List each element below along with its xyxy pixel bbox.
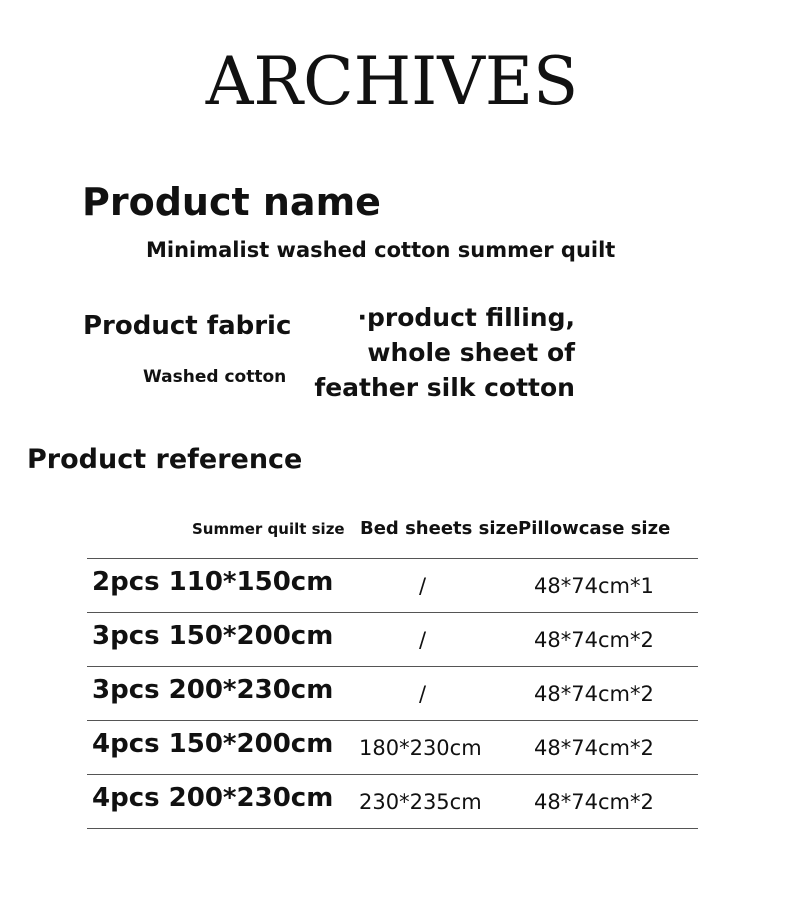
table-row bbox=[87, 666, 698, 720]
table-row bbox=[87, 774, 698, 829]
filling-line: ·product filling, bbox=[357, 303, 575, 332]
quilt-size-cell: 2pcs 110*150cm bbox=[92, 567, 334, 597]
sheet-size-cell: / bbox=[419, 682, 427, 706]
filling-line: whole sheet of bbox=[367, 338, 575, 367]
archives-logo-mark bbox=[0, 36, 790, 116]
filling-line: feather silk cotton bbox=[314, 373, 575, 402]
filling-description bbox=[314, 300, 575, 405]
sheet-size-cell: / bbox=[419, 628, 427, 652]
quilt-size-cell: 3pcs 150*200cm bbox=[92, 621, 334, 651]
size-table bbox=[87, 558, 698, 829]
table-row bbox=[87, 720, 698, 774]
column-header-sheet: Bed sheets size bbox=[360, 518, 519, 539]
brand-logo bbox=[0, 36, 790, 116]
pillow-size-cell: 48*74cm*2 bbox=[534, 682, 654, 706]
pillow-size-cell: 48*74cm*2 bbox=[534, 736, 654, 760]
logo-text: ARCHIVES bbox=[205, 43, 579, 116]
pillow-size-cell: 48*74cm*1 bbox=[534, 574, 654, 598]
table-row bbox=[87, 612, 698, 666]
column-header-quilt: Summer quilt size bbox=[192, 520, 345, 538]
product-fabric-value: Washed cotton bbox=[143, 367, 287, 387]
sheet-size-cell: 230*235cm bbox=[359, 790, 482, 814]
product-fabric-heading: Product fabric bbox=[83, 311, 292, 341]
quilt-size-cell: 3pcs 200*230cm bbox=[92, 675, 334, 705]
quilt-size-cell: 4pcs 150*200cm bbox=[92, 729, 334, 759]
product-name-value: Minimalist washed cotton summer quilt bbox=[146, 238, 616, 262]
pillow-size-cell: 48*74cm*2 bbox=[534, 790, 654, 814]
quilt-size-cell: 4pcs 200*230cm bbox=[92, 783, 334, 813]
sheet-size-cell: 180*230cm bbox=[359, 736, 482, 760]
pillow-size-cell: 48*74cm*2 bbox=[534, 628, 654, 652]
column-header-pillow: Pillowcase size bbox=[518, 518, 671, 539]
product-reference-heading: Product reference bbox=[27, 444, 303, 475]
sheet-size-cell: / bbox=[419, 574, 427, 598]
product-name-heading: Product name bbox=[82, 180, 381, 224]
table-row bbox=[87, 558, 698, 612]
